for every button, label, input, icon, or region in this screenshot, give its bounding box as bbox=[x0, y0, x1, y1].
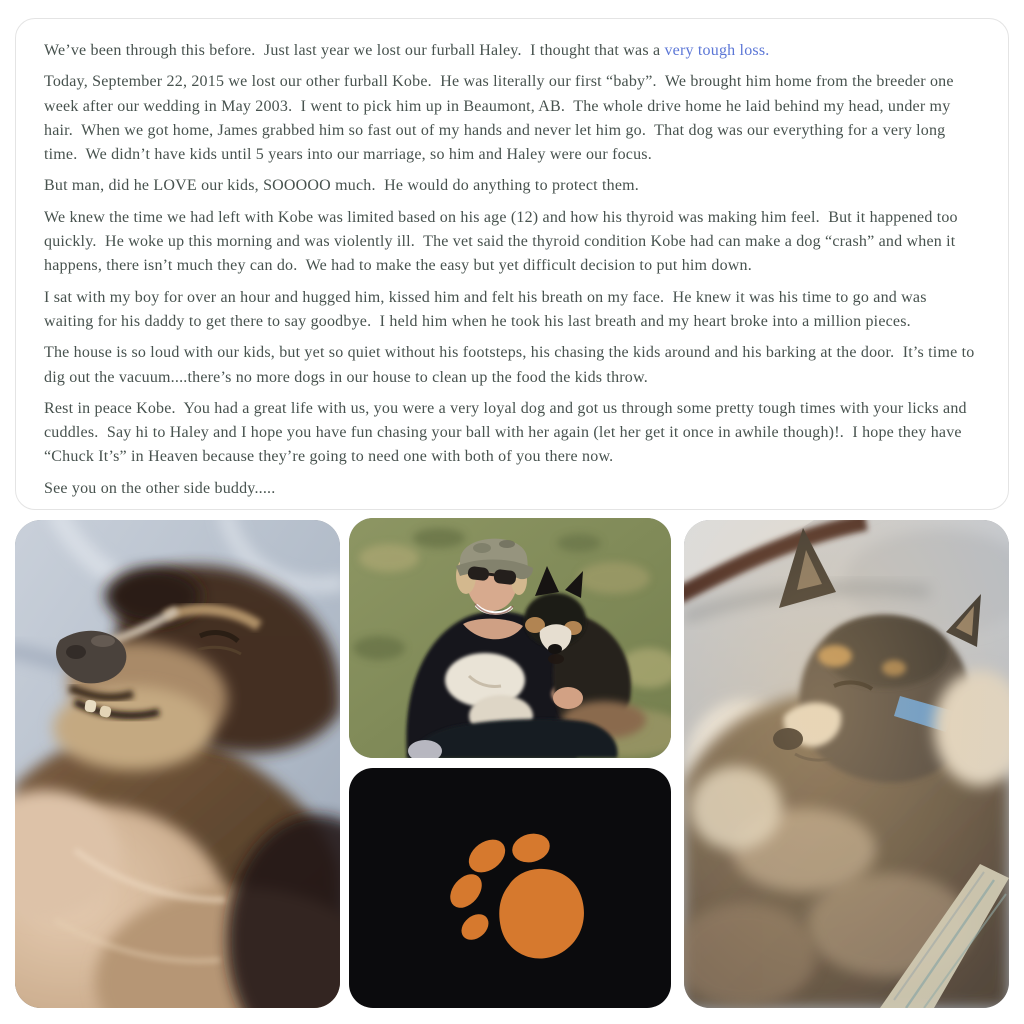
woman-hugging-dog-photo bbox=[349, 518, 671, 758]
sleeping-dog-photo bbox=[15, 520, 340, 1008]
post-paragraph: The house is so loud with our kids, but yet so quiet without his footsteps, his chasing the kids around and his barking at the door. It’s time to dig out the vacuum....there’s no more dogs in our house to clean up the food the kids throw. bbox=[44, 344, 979, 386]
intro-text: We’ve been through this before. Just last year we lost our furball Haley. I thought that was a bbox=[44, 42, 665, 59]
paw-tile bbox=[349, 768, 671, 1008]
hand bbox=[553, 687, 583, 709]
post-paragraph: See you on the other side buddy..... bbox=[44, 479, 276, 497]
post-paragraph: Today, September 22, 2015 we lost our other furball Kobe. He was literally our first “baby”. We brought him home from the breeder one week after our wedding in May 2003. I went to pick him up in Beaumont, AB. The whole drive home he laid behind my head, under my hair. When we got home, James grabbed him so fast out of my hands and never let him go. That dog was our everything for a very long time. We didn’t have kids until 5 years into our marriage, so him and Haley were our focus. bbox=[44, 73, 958, 164]
woman-hugging-dog-illustration bbox=[349, 518, 671, 758]
paw-print-icon bbox=[349, 768, 671, 1008]
dog-in-car-photo bbox=[684, 520, 1009, 1008]
post-paragraph: We knew the time we had left with Kobe was limited based on his age (12) and how his thyroid was making him feel. But it happened too quickly. He woke up this morning and was violently ill. The vet said the thyroid condition Kobe had can make a dog “crash” and when it happens, there isn’t much they can do. We had to make the easy but yet difficult decision to put him down. bbox=[44, 208, 962, 275]
sleeping-dog-illustration bbox=[15, 520, 340, 1008]
dog-in-car-illustration bbox=[684, 520, 1009, 1008]
memorial-post-card bbox=[15, 18, 1009, 510]
post-paragraph: Rest in peace Kobe. You had a great life with us, you were a very loyal dog and got us through some pretty tough times with your licks and cuddles. Say hi to Haley and I hope you have fun chasing your ball with her again (let her get it once in awhile though)!. I hope they have “Chuck It’s” in Heaven because they’re going to need one with both of you there now. bbox=[44, 399, 971, 466]
very-tough-loss-link[interactable]: very tough loss. bbox=[664, 42, 770, 59]
post-paragraph-intro bbox=[44, 39, 980, 63]
post-paragraph: But man, did he LOVE our kids, SOOOOO much. He would do anything to protect them. bbox=[44, 177, 639, 195]
post-paragraph: I sat with my boy for over an hour and hugged him, kissed him and felt his breath on my face. He knew it was his time to go and was waiting for his daddy to get there to say goodbye. I held him when he took his last breath and my heart broke into a million pieces. bbox=[44, 288, 931, 330]
